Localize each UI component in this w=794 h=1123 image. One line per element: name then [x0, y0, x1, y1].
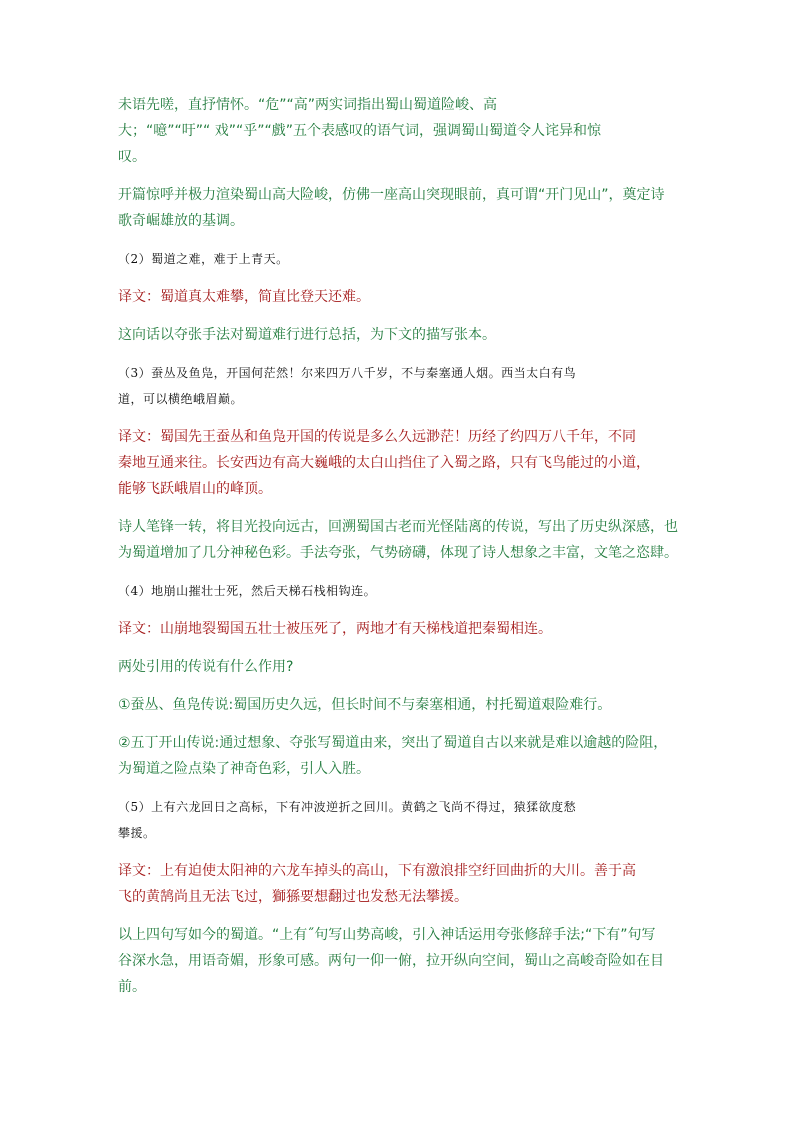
analysis-paragraph-0 [118, 92, 678, 170]
analysis-paragraph-15 [118, 922, 678, 1000]
text-line: ②五丁开山传说:通过想象、夺张写蜀道由来，突出了蜀道自古以来就是难以逾越的险阻， [118, 735, 668, 751]
analysis-paragraph-10 [118, 654, 678, 680]
text-line: 两处引用的传说有什么作用? [118, 659, 294, 675]
original-verse-2 [118, 246, 678, 272]
text-line: 飞的黄鹄尚且无法飞过，獅猻要想翻过也发愁无法攀援。 [118, 889, 468, 905]
original-verse-5 [118, 360, 678, 412]
text-line: 攀援。 [118, 826, 156, 840]
analysis-paragraph-7 [118, 514, 678, 566]
text-line: 开篇惊呼并极力渲染蜀山高大险峻，仿佛一座高山突现眼前，真可谓“开门见山”，奠定诗 [118, 187, 665, 203]
analysis-paragraph-11 [118, 692, 678, 718]
analysis-paragraph-12 [118, 730, 678, 782]
text-line: 诗人笔锋一转，将目光投向远古，回溯蜀国古老而光怪陆离的传说，写出了历史纵深感，也 [118, 519, 678, 535]
text-line: ①蚕丛、鱼凫传说:蜀国历史久远，但长时间不与秦塞相通，村托蜀道艰险难行。 [118, 697, 612, 713]
analysis-paragraph-4 [118, 322, 678, 348]
text-line: 译文：蜀道真太难攀，简直比登天还难。 [118, 289, 370, 305]
text-line: 以上四句写如今的蜀道。“上有˝句写山势高峻，引入神话运用夸张修辞手法;“下有”句写 [118, 927, 656, 943]
text-line: 大；“噫”“吁”“ 戏”“乎”“戲”五个表感叹的语气词，强调蜀山蜀道令人诧异和惊 [118, 123, 601, 139]
document-body [118, 92, 678, 1012]
text-line: 秦地互通来往。长安西边有高大巍峨的太白山挡住了入蜀之路，只有飞鸟能过的小道， [118, 455, 650, 471]
text-line: 为蜀道之险点染了神奇色彩，引人入胜。 [118, 761, 370, 777]
text-line: 译文：山崩地裂蜀国五壮士被压死了，两地才有天梯栈道把秦蜀相连。 [118, 621, 552, 637]
translation-paragraph-14 [118, 858, 678, 910]
analysis-paragraph-1 [118, 182, 678, 234]
text-line: 歌奇崛雄放的基调。 [118, 213, 244, 229]
text-line: 译文：蜀国先王蚕丛和鱼凫开国的传说是多么久远渺茫！历经了约四万八千年，不同 [118, 429, 636, 445]
text-line: 叹。 [118, 149, 146, 165]
text-line: （5）上有六龙回日之高标，下有冲波逆折之回川。黄鹤之飞尚不得过，猿猱欲度愁 [118, 800, 577, 814]
text-line: 这向话以夺张手法对蜀道难行进行总括，为下文的描写张本。 [118, 327, 496, 343]
text-line: 译文：上有迫使太阳神的六龙车掉头的高山，下有激浪排空纡回曲折的大川。善于高 [118, 863, 636, 879]
text-line: 为蜀道增加了几分神秘色彩。手法夸张，气势磅礴，体现了诗人想象之丰富，文笔之恣肆。 [118, 545, 678, 561]
text-line: （3）蚕丛及鱼凫，开国何茫然！尔来四万八千岁，不与秦塞通人烟。西当太白有鸟 [118, 366, 577, 380]
text-line: 道，可以横绝峨眉巅。 [118, 392, 244, 406]
original-verse-8 [118, 578, 678, 604]
translation-paragraph-6 [118, 424, 678, 502]
original-verse-13 [118, 794, 678, 846]
translation-paragraph-3 [118, 284, 678, 310]
text-line: （4）地崩山摧壮士死，然后天梯石栈相钩连。 [118, 584, 377, 598]
text-line: 能够飞跃峨眉山的峰顶。 [118, 481, 272, 497]
text-line: 未语先嗟，直抒情怀。“危”“高”两实词指出蜀山蜀道险峻、高 [118, 97, 498, 113]
text-line: （2）蜀道之难，难于上青天。 [118, 252, 289, 266]
text-line: 谷深水急，用语奇媚，形象可感。两句一仰一俯，拉开纵向空间，蜀山之高峻奇险如在目前。 [118, 953, 664, 995]
translation-paragraph-9 [118, 616, 678, 642]
